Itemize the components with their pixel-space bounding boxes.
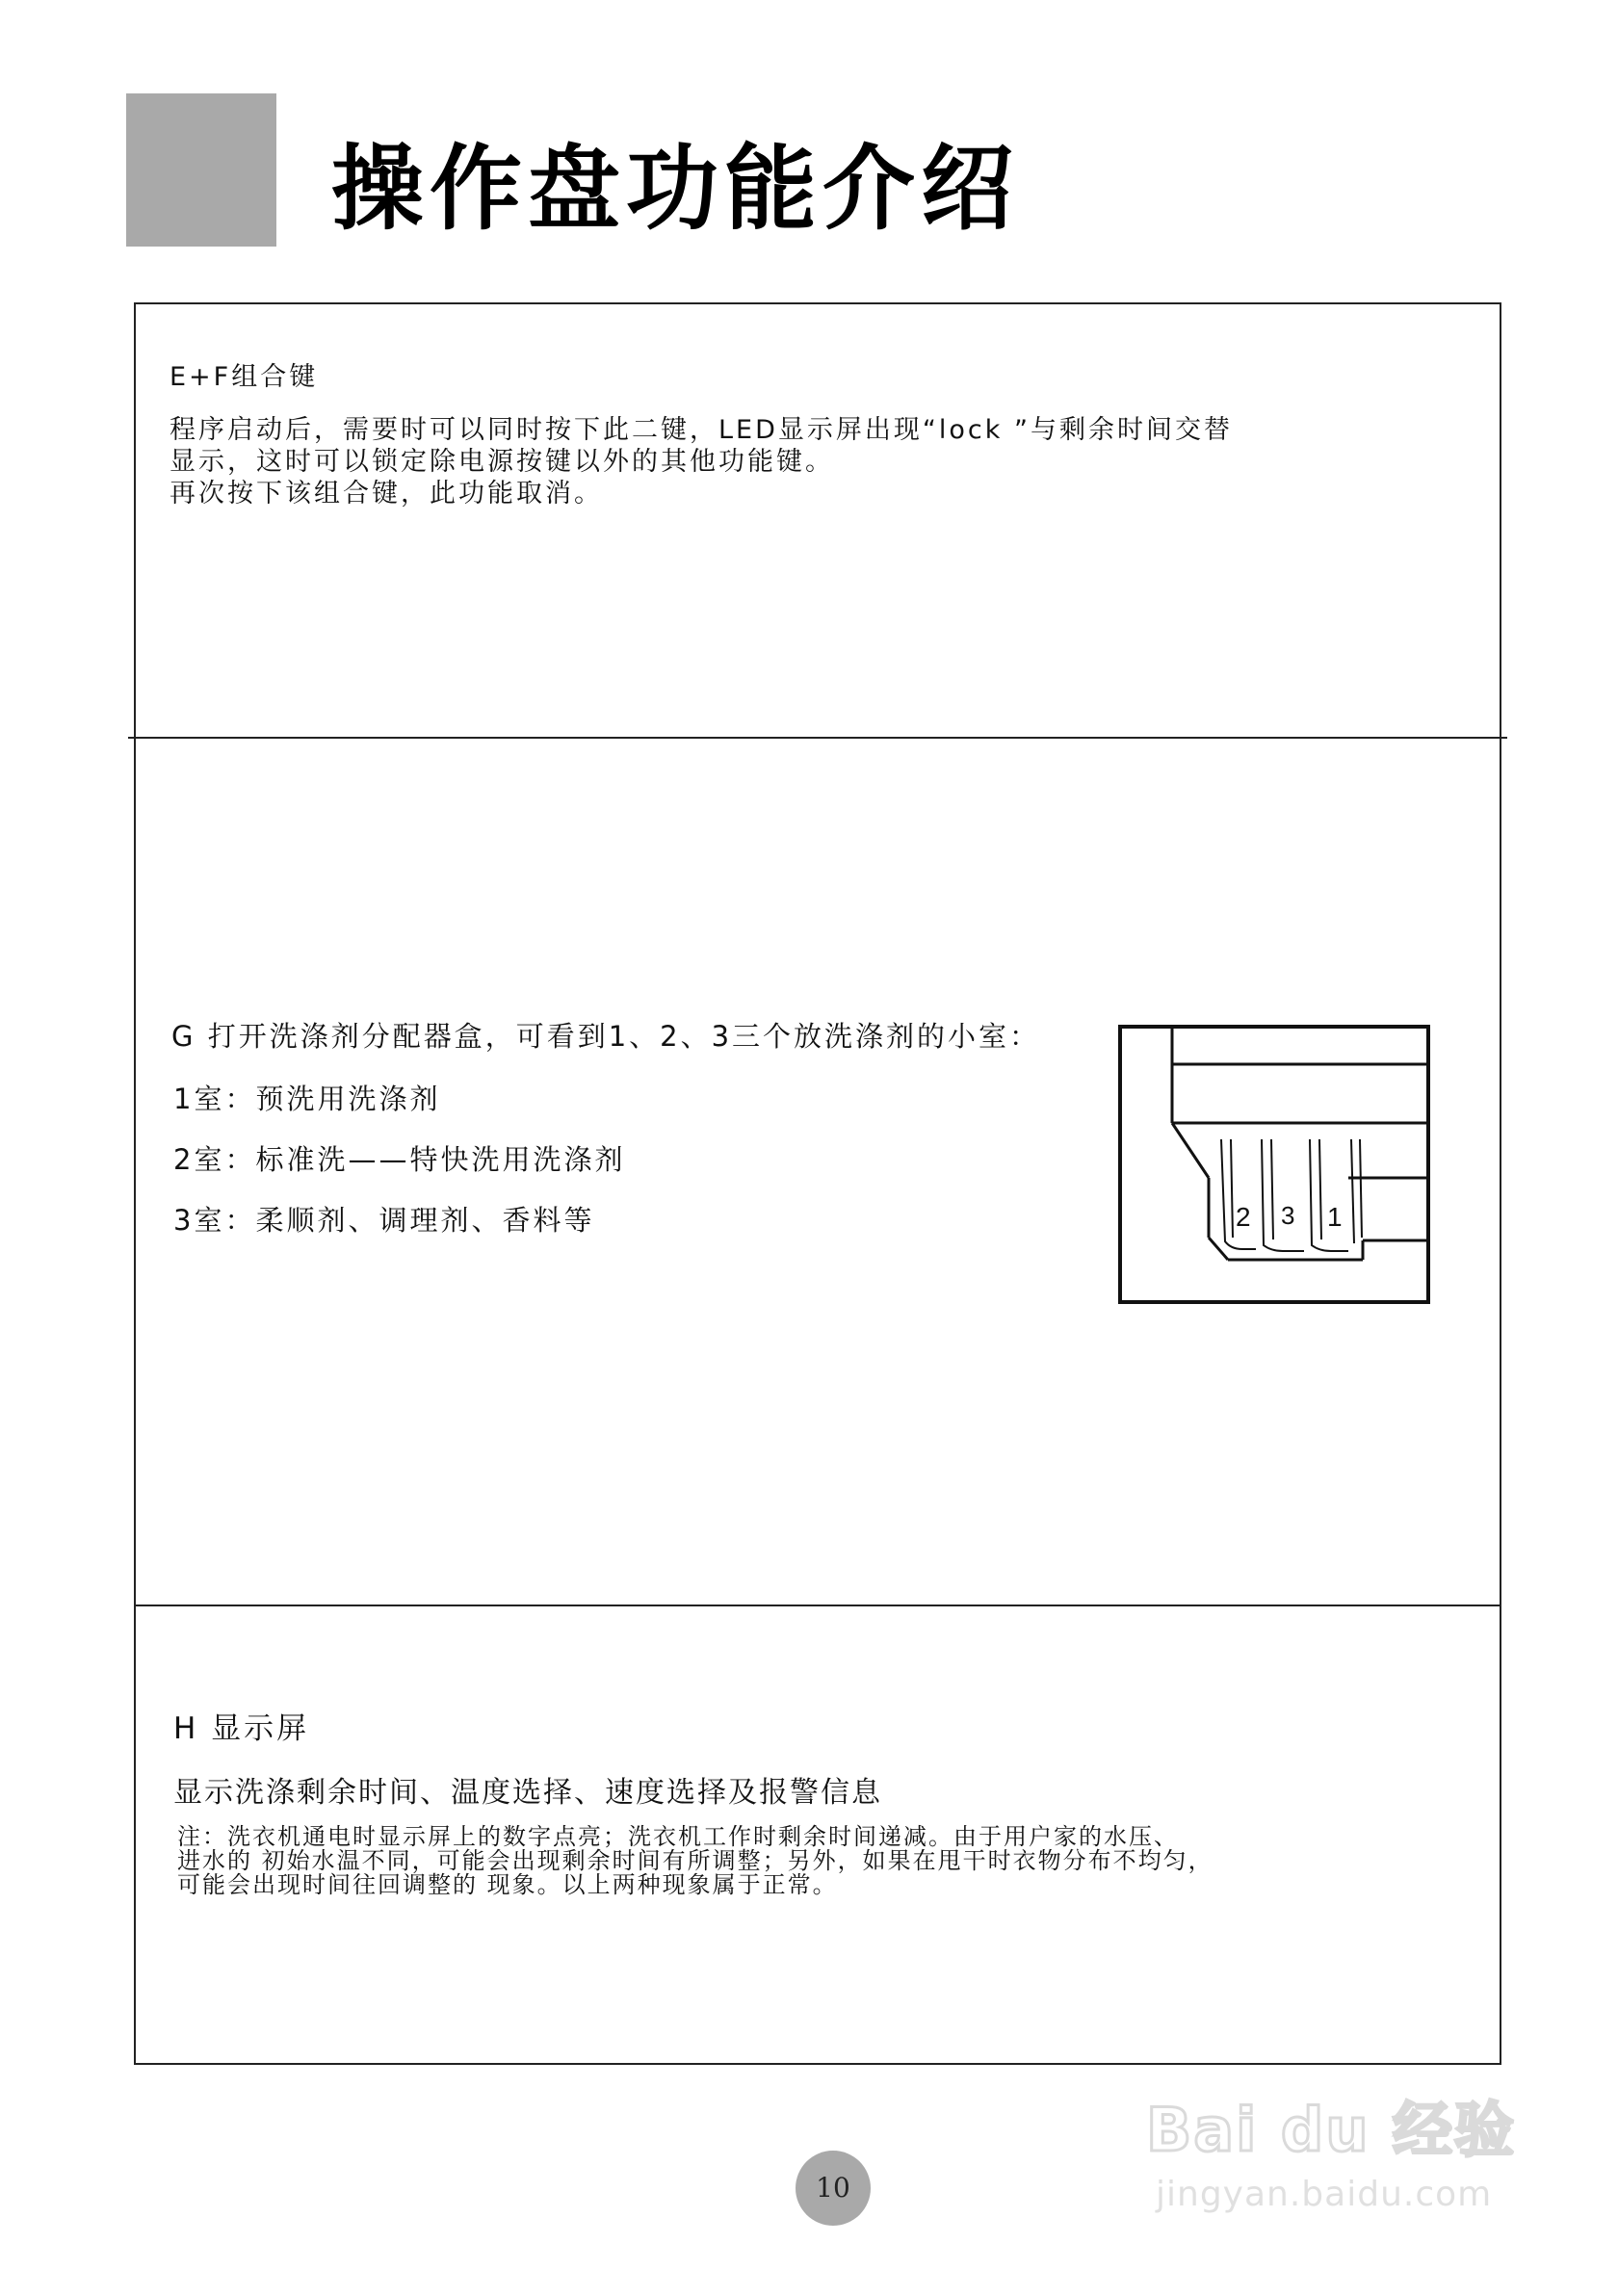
compartment-item-1: 1室：预洗用洗涤剂 (173, 1083, 441, 1115)
section-divider-2 (134, 1605, 1501, 1606)
compartment-label-1: 1 (1327, 1202, 1343, 1232)
detergent-dispenser-diagram (1117, 1024, 1431, 1305)
note-line: 可能会出现时间往回调整的 现象。以上两种现象属于正常。 (177, 1871, 838, 1898)
header-gray-block (126, 93, 276, 247)
compartment-label-3: 3 (1281, 1201, 1295, 1230)
section-h-description: 显示洗涤剩余时间、温度选择、速度选择及报警信息 (173, 1776, 882, 1810)
compartment-label-2: 2 (1236, 1202, 1251, 1232)
note-line: 注：洗衣机通电时显示屏上的数字点亮；洗衣机工作时剩余时间递减。由于用户家的水压、 (177, 1823, 1179, 1850)
page-title: 操作盘功能介绍 (331, 135, 1019, 243)
baidu-watermark (1146, 2061, 1531, 2234)
watermark-url: jingyan.baidu.com (1156, 2175, 1493, 2214)
section-divider-1 (128, 737, 1507, 739)
watermark-logo: Bai du 经验 (1146, 2095, 1517, 2165)
section-g-intro: G 打开洗涤剂分配器盒，可看到1、2、3三个放洗涤剂的小室： (171, 1020, 1041, 1053)
section-h-title: H 显示屏 (173, 1711, 310, 1746)
compartment-item-3: 3室：柔顺剂、调理剂、香料等 (173, 1204, 595, 1237)
section-h-note (177, 1825, 1214, 1897)
note-line: 进水的 初始水温不同，可能会出现剩余时间有所调整；另外，如果在甩干时衣物分布不均匀， (177, 1847, 1214, 1874)
compartment-item-2: 2室：标准洗——特快洗用洗涤剂 (173, 1143, 626, 1176)
section-ef-line: 程序启动后，需要时可以同时按下此二键，LED显示屏出现“lock ”与剩余时间交替 (170, 415, 1233, 445)
section-ef-title: E+F组合键 (170, 362, 319, 392)
page-number: 10 (796, 2151, 871, 2226)
section-ef-line: 显示，这时可以锁定除电源按键以外的其他功能键。 (170, 447, 834, 477)
section-ef-body (170, 414, 1233, 509)
section-ef-line: 再次按下该组合键，此功能取消。 (170, 479, 603, 509)
